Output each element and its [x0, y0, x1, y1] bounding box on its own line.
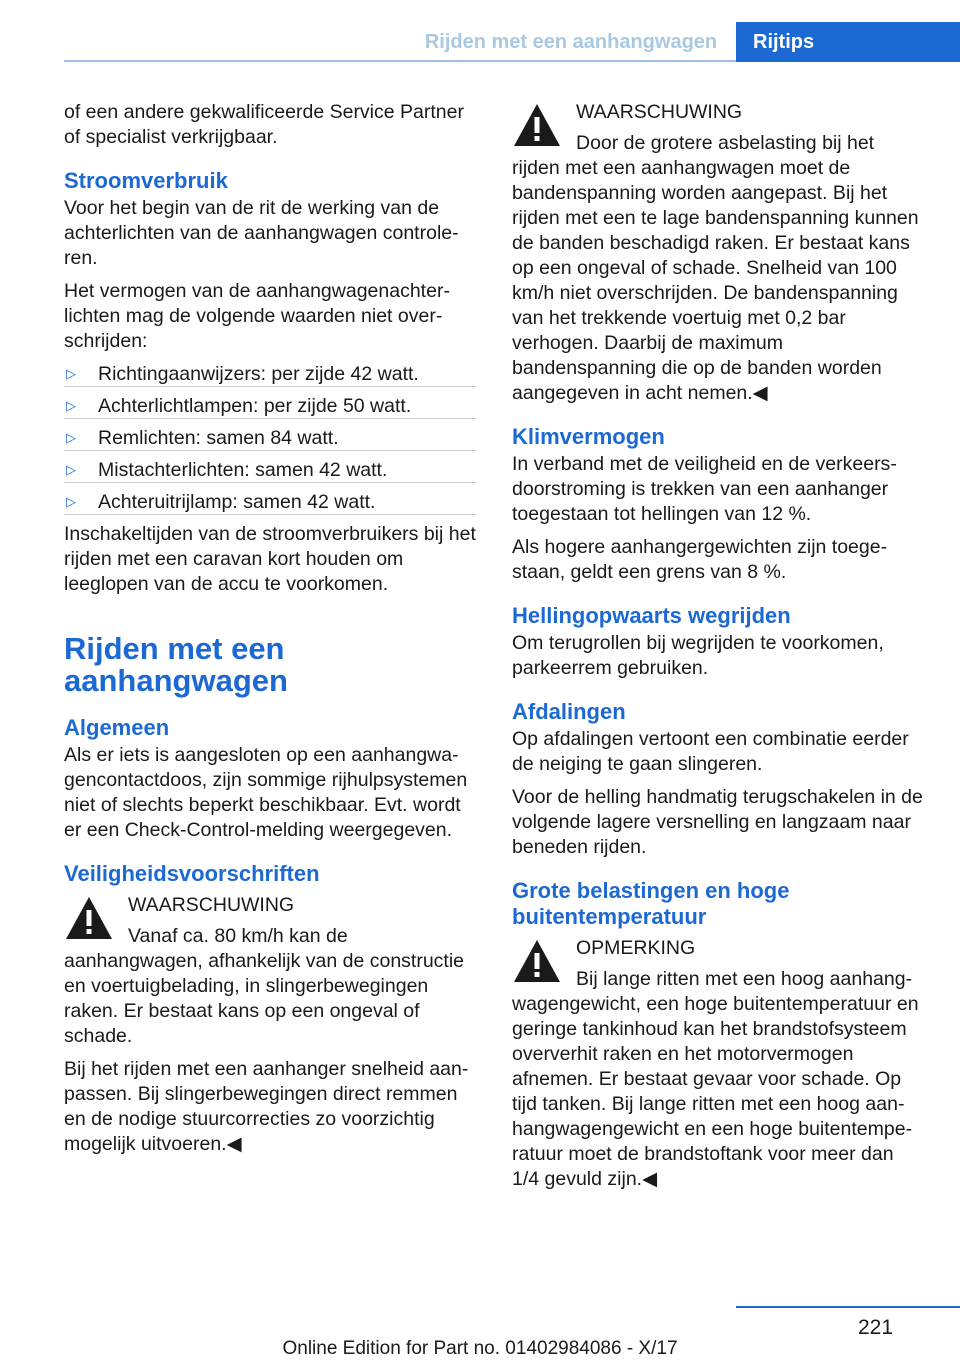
paragraph: Inschakeltijden van de stroomverbruikers bij het rijden met een caravan kort houden om leeglopen van de accu te voorkomen.: [64, 523, 476, 595]
triangle-bullet-icon: ▷: [66, 366, 76, 381]
paragraph: Als hogere aanhangergewichten zijn toegestaan, geldt een grens van 8 %.: [512, 536, 888, 583]
note-block: [512, 936, 924, 1192]
warning-triangle-icon: [512, 102, 562, 148]
heading-grote-belastingen: Grote belastingen en hoge buitentemperatuur: [512, 878, 790, 929]
paragraph: In verband met de veiligheid en de verkeersdoorstroming is trekken van een aanhanger toegestaan tot hellingen van 12 %.: [512, 453, 897, 525]
header-chapter-tab[interactable]: Rijtips: [736, 22, 960, 62]
warning-title: WAARSCHUWING: [128, 894, 295, 916]
paragraph: Op afdalingen vertoont een combinatie eerder de neiging te gaan slingeren.: [512, 728, 909, 775]
triangle-bullet-icon: ▷: [66, 398, 76, 413]
intro-paragraph: of een andere gekwalificeerde Service Partner of specialist verkrijgbaar.: [64, 101, 464, 148]
heading-stroomverbruik: Stroomverbruik: [64, 168, 228, 193]
paragraph: Voor de helling handmatig terugschakelen in de volgende lagere versnelling en langzaam naar beneden rijden.: [512, 786, 923, 858]
paragraph: Het vermogen van de aanhangwagenachterlichten mag de volgende waarden niet overschrijden:: [64, 280, 450, 352]
chapter-title: Rijden met een aanhangwagen: [64, 631, 288, 698]
triangle-bullet-icon: ▷: [66, 494, 76, 509]
list-item: [64, 394, 476, 419]
triangle-bullet-icon: ▷: [66, 462, 76, 477]
list-item: [64, 426, 476, 451]
header-rule: [64, 60, 736, 62]
wattage-list: [64, 362, 476, 515]
edition-note: Online Edition for Part no. 01402984086 - X/17: [282, 1338, 678, 1359]
list-item-text: Remlichten: samen 84 watt.: [98, 427, 339, 449]
left-column: [64, 100, 476, 1165]
heading-afdalingen: Afdalingen: [512, 699, 626, 724]
header-section-title: Rijden met een aanhangwagen: [424, 31, 718, 53]
warning-text: Vanaf ca. 80 km/h kan de aanhangwagen, afhankelijk van de constructie en voertuigbelading, in slingerbewegingen raken. Er bestaat kans op een ongeval of schade.: [64, 925, 465, 1047]
heading-klimvermogen: Klimvermogen: [512, 424, 665, 449]
warning-text: Bij het rijden met een aanhanger snelheid aanpassen. Bij slingerbewegingen direct remmen en de nodige stuurcorrecties zo voorzichtig mogelijk uitvoeren.◀: [64, 1058, 469, 1155]
paragraph: Om terugrollen bij wegrijden te voorkomen, parkeerrem gebruiken.: [512, 632, 884, 679]
list-item: [64, 490, 476, 515]
list-item-text: Richtingaanwijzers: per zijde 42 watt.: [98, 363, 419, 385]
warning-text: Door de grotere asbelasting bij het rijden met een aanhangwagen moet de bandenspanning worden aangepast. Bij het rijden met een te lage bandenspanning kunnen de banden beschadigd raken. Er bestaat kans op een ongeval of schade. Snelheid van 100 km/h niet overschrijden. De bandenspanning van het trekkende voertuig met 0,2 bar verhogen. Daarbij de maximum bandenspanning die op de banden worden aangegeven in acht nemen.◀: [512, 132, 919, 404]
list-item: [64, 458, 476, 483]
right-column: [512, 100, 924, 1200]
list-item-text: Mistachterlichten: samen 42 watt.: [98, 459, 388, 481]
page-number: 221: [858, 1316, 894, 1339]
note-text: Bij lange ritten met een hoog aanhangwagengewicht, een hoge buitentemperatuur en geringe tankinhoud kan het brandstofsysteem oververhit raken en het motorvermogen afnemen. Er bestaat gevaar voor schade. Op tijd tanken. Bij lange ritten met een hoog aanhangwagengewicht en een hoge buitentemperatuur moet de brandstoftank voor meer dan 1/4 gevuld zijn.◀: [512, 968, 919, 1190]
note-title: OPMERKING: [576, 937, 696, 959]
paragraph: Als er iets is aangesloten op een aanhangwagencontactdoos, zijn sommige rijhulpsystemen niet of slechts beperkt beschikbaar. Evt. wordt er een Check-Control-melding weergegeven.: [64, 744, 468, 841]
warning-title: WAARSCHUWING: [576, 101, 743, 123]
list-item-text: Achteruitrijlamp: samen 42 watt.: [98, 491, 376, 513]
heading-algemeen: Algemeen: [64, 715, 170, 740]
warning-block: [512, 100, 924, 406]
heading-hellingopwaarts: Hellingopwaarts wegrijden: [512, 603, 791, 628]
heading-veiligheid: Veiligheidsvoorschriften: [64, 861, 320, 886]
warning-block: [64, 893, 476, 1157]
list-item-text: Achterlichtlampen: per zijde 50 watt.: [98, 395, 412, 417]
warning-triangle-icon: [64, 895, 114, 941]
triangle-bullet-icon: ▷: [66, 430, 76, 445]
warning-triangle-icon: [512, 938, 562, 984]
paragraph: Voor het begin van de rit de werking van de achterlichten van de aanhangwagen controleren.: [64, 197, 459, 269]
footer-rule: [736, 1306, 960, 1308]
list-item: [64, 362, 476, 387]
